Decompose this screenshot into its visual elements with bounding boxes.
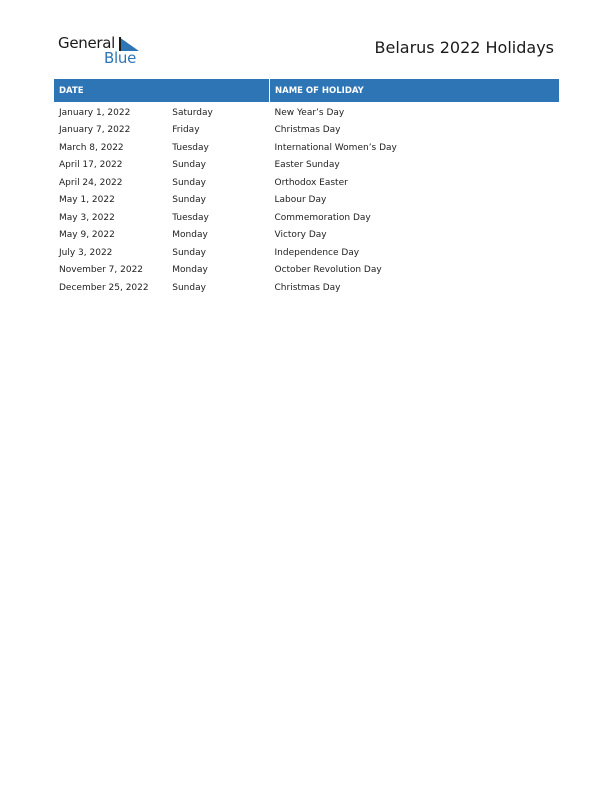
- holiday-date: December 25, 2022: [59, 282, 149, 293]
- holiday-weekday: Tuesday: [172, 142, 209, 153]
- table-row: [54, 209, 559, 227]
- holiday-name: Independence Day: [274, 247, 360, 258]
- holiday-name: Orthodox Easter: [274, 177, 348, 188]
- holiday-date: April 17, 2022: [59, 160, 123, 171]
- table-row: [54, 122, 559, 140]
- holiday-weekday: Sunday: [172, 195, 206, 206]
- holiday-name: Commemoration Day: [274, 212, 371, 223]
- header-date: DATE: [54, 79, 270, 102]
- holiday-date: January 7, 2022: [59, 125, 131, 136]
- table-row: [54, 157, 559, 175]
- table-row: [54, 244, 559, 262]
- holiday-date: May 3, 2022: [59, 212, 115, 223]
- holiday-weekday: Tuesday: [172, 212, 209, 223]
- holiday-name: Christmas Day: [274, 282, 341, 293]
- holiday-name: October Revolution Day: [274, 265, 382, 276]
- table-row: [54, 192, 559, 210]
- holiday-weekday: Sunday: [172, 247, 206, 258]
- table-body: [54, 102, 559, 297]
- holiday-weekday: Monday: [172, 265, 208, 276]
- table-row: [54, 262, 559, 280]
- holiday-weekday: Monday: [172, 230, 208, 241]
- holiday-weekday: Friday: [172, 125, 200, 136]
- holiday-name: International Women’s Day: [274, 142, 397, 153]
- holiday-date: May 9, 2022: [59, 230, 115, 241]
- page-title: Belarus 2022 Holidays: [374, 38, 554, 57]
- holiday-date: March 8, 2022: [59, 142, 124, 153]
- holiday-name: Labour Day: [274, 195, 327, 206]
- holiday-name: Victory Day: [274, 230, 327, 241]
- holiday-table: [54, 79, 559, 297]
- holiday-weekday: Saturday: [172, 107, 213, 118]
- table-row: [54, 279, 559, 297]
- logo: [58, 34, 148, 68]
- holiday-name: Christmas Day: [274, 125, 341, 136]
- table-header-row: [54, 79, 559, 102]
- holiday-date: January 1, 2022: [59, 107, 131, 118]
- holiday-name: Easter Sunday: [274, 160, 340, 171]
- holiday-date: July 3, 2022: [59, 247, 113, 258]
- holiday-date: May 1, 2022: [59, 195, 115, 206]
- header-holiday-name: NAME OF HOLIDAY: [270, 79, 560, 102]
- table-row: [54, 102, 559, 122]
- table-row: [54, 139, 559, 157]
- holiday-date: November 7, 2022: [59, 265, 144, 276]
- holiday-weekday: Sunday: [172, 177, 206, 188]
- logo-text-blue: Blue: [104, 49, 136, 67]
- table-row: [54, 174, 559, 192]
- table-row: [54, 227, 559, 245]
- holiday-weekday: Sunday: [172, 160, 206, 171]
- holiday-name: New Year’s Day: [274, 107, 345, 118]
- holiday-date: April 24, 2022: [59, 177, 123, 188]
- logo-text-general: General: [58, 34, 116, 52]
- holiday-weekday: Sunday: [172, 282, 206, 293]
